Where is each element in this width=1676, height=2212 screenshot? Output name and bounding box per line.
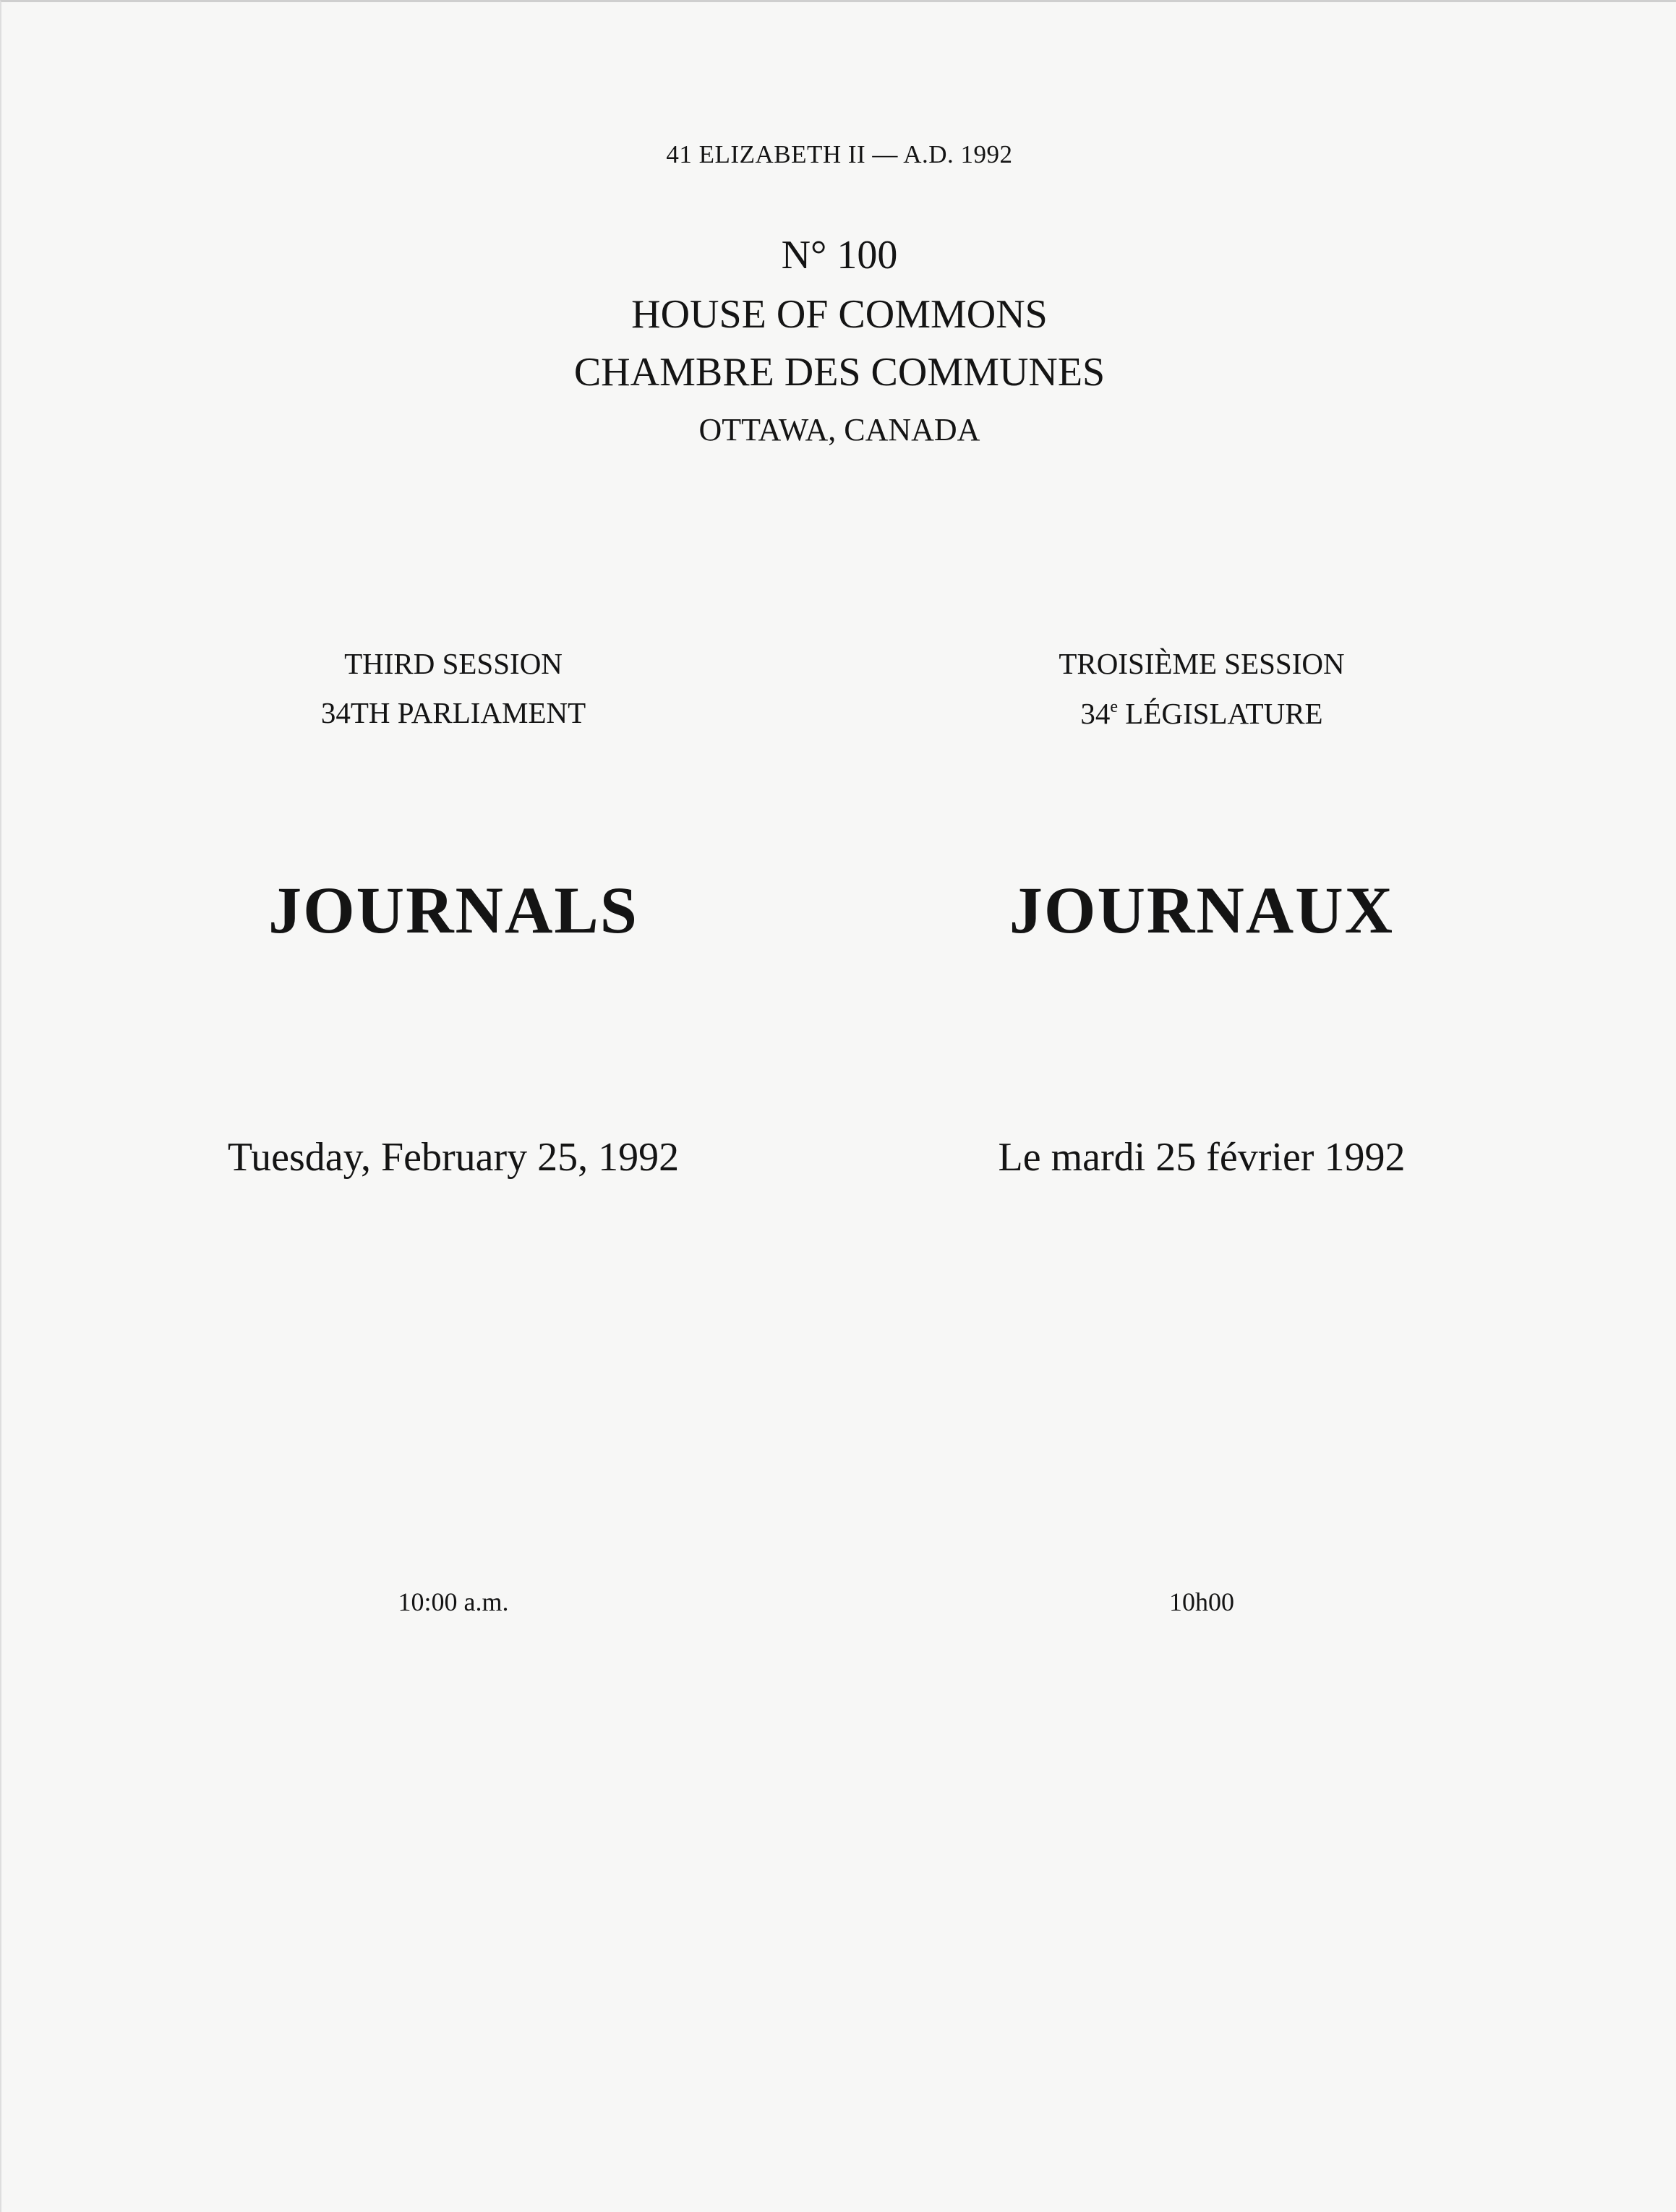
date-french: Le mardi 25 février 1992 <box>998 1135 1406 1180</box>
legislature-number: 34 <box>1080 697 1111 730</box>
issue-number <box>1 233 1676 278</box>
time-french: 10h00 <box>1169 1587 1234 1616</box>
date-english: Tuesday, February 25, 1992 <box>227 1135 680 1180</box>
city-line: OTTAWA, CANADA <box>698 412 980 447</box>
regnal-year: 41 ELIZABETH II — A.D. 1992 <box>666 140 1013 168</box>
legislature-word: LÉGISLATURE <box>1125 697 1323 730</box>
session-english: THIRD SESSION <box>344 647 563 680</box>
parliament-english: 34TH PARLIAMENT <box>320 696 586 729</box>
legislature-suffix: e <box>1110 698 1119 716</box>
house-name-english: HOUSE OF COMMONS <box>631 292 1048 337</box>
number-value: 100 <box>837 233 898 278</box>
legislature-french <box>912 698 1491 729</box>
session-french: TROISIÈME SESSION <box>1059 647 1345 680</box>
time-english: 10:00 a.m. <box>398 1587 509 1616</box>
title-english: JOURNALS <box>268 873 638 947</box>
house-name-french: CHAMBRE DES COMMUNES <box>573 350 1106 395</box>
number-prefix: N° <box>781 233 827 278</box>
title-french: JOURNAUX <box>1009 873 1395 947</box>
